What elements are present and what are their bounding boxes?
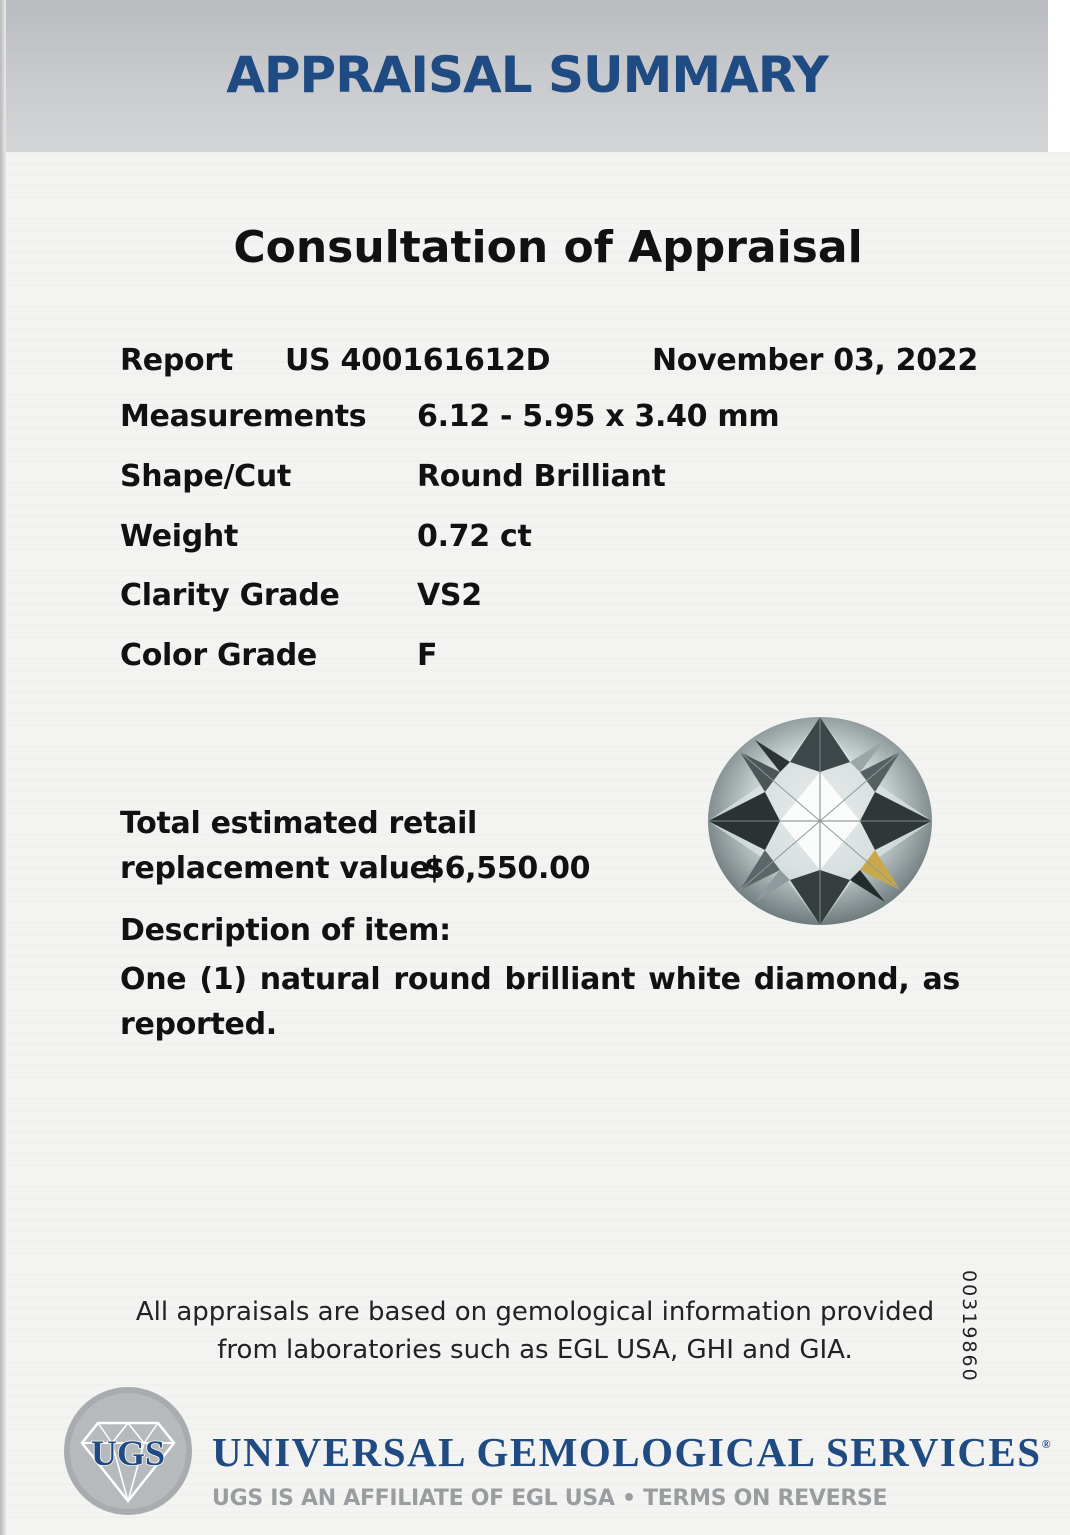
- company-name: UNIVERSAL GEMOLOGICAL SERVICES®: [212, 1429, 1051, 1475]
- measurements-label: Measurements: [120, 399, 367, 434]
- color-grade-label: Color Grade: [120, 638, 317, 673]
- page-title: Consultation of Appraisal: [233, 222, 863, 273]
- shape-cut-value: Round Brilliant: [417, 459, 666, 494]
- weight-label: Weight: [120, 519, 239, 554]
- serial-number: 00319860: [958, 1270, 980, 1383]
- header-title: APPRAISAL SUMMARY: [226, 46, 828, 104]
- valuation-amount: $6,550.00: [424, 851, 591, 886]
- report-number: US 400161612D: [285, 343, 551, 378]
- measurements-value: 6.12 - 5.95 x 3.40 mm: [417, 399, 780, 434]
- weight-value: 0.72 ct: [417, 519, 532, 554]
- header-margin: [1048, 0, 1070, 152]
- logo-text: UGS: [90, 1433, 166, 1473]
- disclaimer-line1: All appraisals are based on gemological information provided: [135, 1297, 935, 1327]
- description-text: One (1) natural round brilliant white diamond, as reported.: [120, 962, 960, 1042]
- registered-mark: ®: [1041, 1437, 1051, 1451]
- description-heading: Description of item:: [120, 913, 451, 948]
- disclaimer: [110, 1293, 960, 1369]
- affiliate-note: UGS IS AN AFFILIATE OF EGL USA • TERMS ON REVERSE: [212, 1486, 888, 1511]
- color-grade-value: F: [417, 638, 438, 673]
- disclaimer-line2: from laboratories such as EGL USA, GHI and GIA.: [217, 1335, 853, 1365]
- ugs-logo: [62, 1385, 194, 1517]
- clarity-grade-label: Clarity Grade: [120, 578, 340, 613]
- report-date: November 03, 2022: [652, 343, 978, 378]
- diamond-image: [700, 712, 940, 930]
- clarity-grade-value: VS2: [417, 578, 482, 613]
- report-label: Report: [120, 343, 233, 378]
- valuation-label: replacement value:: [120, 851, 442, 886]
- valuation-line1: Total estimated retail: [120, 806, 478, 841]
- shape-cut-label: Shape/Cut: [120, 459, 292, 494]
